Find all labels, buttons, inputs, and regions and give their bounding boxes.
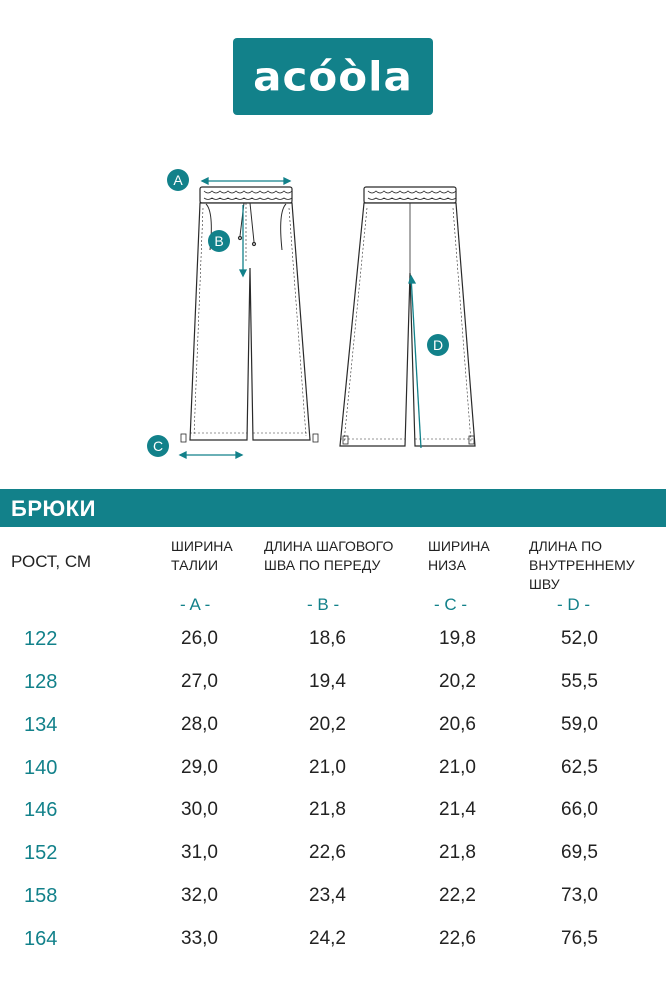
label-b: B bbox=[214, 233, 224, 249]
cell-c: 21,8 bbox=[439, 842, 476, 863]
column-header-a bbox=[171, 537, 233, 575]
column-header-b-line1: ДЛИНА ШАГОВОГО bbox=[264, 538, 394, 554]
cell-d: 76,5 bbox=[561, 928, 598, 949]
pants-diagram bbox=[140, 158, 500, 468]
column-header-d-line2: ВНУТРЕННЕМУ ШВУ bbox=[529, 557, 635, 592]
cell-a: 30,0 bbox=[181, 799, 218, 820]
table-row bbox=[0, 628, 666, 658]
row-height: 122 bbox=[24, 628, 58, 650]
height-column-header: РОСТ, СМ bbox=[11, 552, 92, 571]
column-header-d bbox=[529, 537, 666, 594]
column-header-d-line1: ДЛИНА ПО bbox=[529, 538, 603, 554]
cell-d: 62,5 bbox=[561, 757, 598, 778]
table-row bbox=[0, 671, 666, 701]
table-row bbox=[0, 799, 666, 829]
cell-c: 22,6 bbox=[439, 928, 476, 949]
table-row bbox=[0, 885, 666, 915]
label-badge-c bbox=[147, 435, 169, 457]
label-d: D bbox=[432, 337, 444, 353]
table-row bbox=[0, 842, 666, 872]
row-height: 164 bbox=[24, 928, 58, 950]
cell-a: 31,0 bbox=[181, 842, 218, 863]
row-height: 128 bbox=[24, 671, 58, 693]
label-badge-b bbox=[208, 230, 230, 252]
brand-logo bbox=[233, 38, 433, 115]
cell-c: 19,8 bbox=[439, 628, 476, 649]
cell-c: 21,4 bbox=[439, 799, 476, 820]
cell-a: 29,0 bbox=[181, 757, 218, 778]
label-badge-a bbox=[167, 169, 189, 191]
cell-d: 52,0 bbox=[561, 628, 598, 649]
column-header-a-line1: ШИРИНА bbox=[171, 538, 233, 554]
cell-b: 21,0 bbox=[309, 757, 346, 778]
cell-d: 69,5 bbox=[561, 842, 598, 863]
label-badge-d bbox=[427, 334, 449, 356]
column-letter-a: - A - bbox=[180, 595, 211, 614]
measure-line-a bbox=[202, 178, 290, 184]
cell-c: 21,0 bbox=[439, 757, 476, 778]
cell-d: 59,0 bbox=[561, 714, 598, 735]
cell-a: 27,0 bbox=[181, 671, 218, 692]
column-header-b bbox=[264, 537, 393, 575]
label-c: C bbox=[152, 438, 164, 454]
row-height: 140 bbox=[24, 757, 58, 779]
cell-a: 26,0 bbox=[181, 628, 218, 649]
pants-back-view bbox=[340, 187, 475, 446]
section-header-bar bbox=[0, 489, 666, 527]
column-header-c-line2: НИЗА bbox=[428, 557, 466, 573]
row-height: 146 bbox=[24, 799, 58, 821]
cell-d: 73,0 bbox=[561, 885, 598, 906]
cell-b: 24,2 bbox=[309, 928, 346, 949]
cell-a: 32,0 bbox=[181, 885, 218, 906]
table-row bbox=[0, 757, 666, 787]
row-height: 152 bbox=[24, 842, 58, 864]
table-row bbox=[0, 928, 666, 958]
cell-a: 28,0 bbox=[181, 714, 218, 735]
cell-b: 22,6 bbox=[309, 842, 346, 863]
cell-c: 22,2 bbox=[439, 885, 476, 906]
cell-b: 19,4 bbox=[309, 671, 346, 692]
cell-b: 20,2 bbox=[309, 714, 346, 735]
column-letter-c: - C - bbox=[434, 595, 468, 614]
column-header-c-line1: ШИРИНА bbox=[428, 538, 490, 554]
cell-c: 20,6 bbox=[439, 714, 476, 735]
column-letter-d: - D - bbox=[557, 595, 591, 614]
section-title: БРЮКИ bbox=[11, 496, 96, 521]
label-a: A bbox=[173, 172, 183, 188]
cell-c: 20,2 bbox=[439, 671, 476, 692]
cell-b: 21,8 bbox=[309, 799, 346, 820]
column-header-a-line2: ТАЛИИ bbox=[171, 557, 219, 573]
row-height: 134 bbox=[24, 714, 58, 736]
cell-a: 33,0 bbox=[181, 928, 218, 949]
cell-d: 66,0 bbox=[561, 799, 598, 820]
table-row bbox=[0, 714, 666, 744]
cell-b: 18,6 bbox=[309, 628, 346, 649]
cell-b: 23,4 bbox=[309, 885, 346, 906]
brand-logo-text: acóòla bbox=[253, 52, 413, 100]
column-header-c bbox=[428, 537, 490, 575]
column-header-b-line2: ШВА ПО ПЕРЕДУ bbox=[264, 557, 381, 573]
pants-front-view bbox=[181, 187, 318, 442]
row-height: 158 bbox=[24, 885, 58, 907]
measure-line-c bbox=[180, 452, 242, 458]
cell-d: 55,5 bbox=[561, 671, 598, 692]
column-letter-b: - B - bbox=[307, 595, 340, 614]
